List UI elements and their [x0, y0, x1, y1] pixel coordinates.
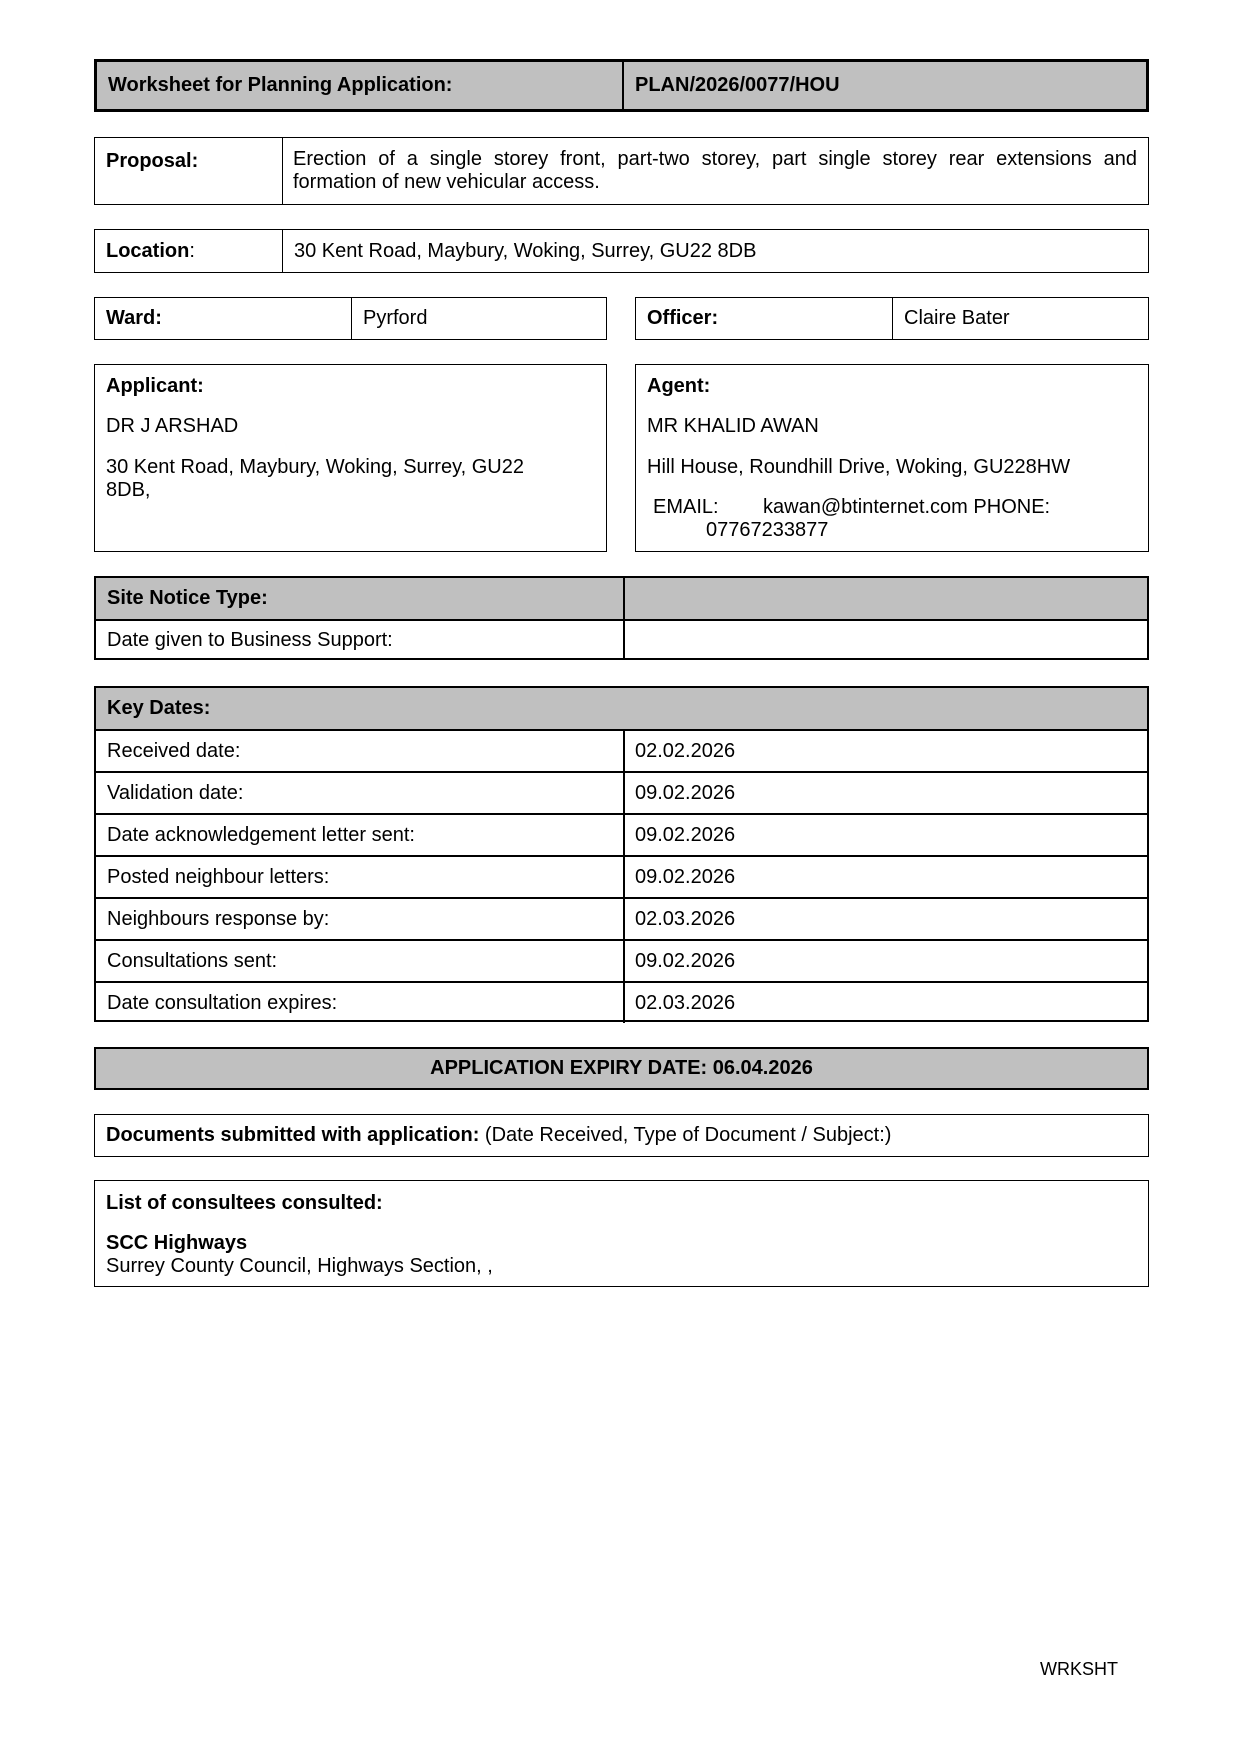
agent-box [635, 364, 1149, 552]
key-date-value: 09.02.2026 [635, 823, 736, 846]
key-date-label: Neighbours response by: [107, 907, 330, 930]
proposal-box [94, 137, 1149, 205]
key-date-value: 09.02.2026 [635, 865, 736, 888]
application-expiry-box [94, 1047, 1149, 1090]
key-date-label: Date consultation expires: [107, 991, 338, 1014]
column-divider [623, 855, 625, 897]
key-date-value: 02.03.2026 [635, 991, 736, 1014]
documents-hint: (Date Received, Type of Document / Subject:) [484, 1124, 892, 1146]
applicant-name: DR J ARSHAD [106, 415, 239, 437]
key-date-row [96, 983, 1147, 1023]
applicant-label: Applicant: [106, 375, 204, 397]
agent-email-label: EMAIL: [653, 496, 719, 518]
ward-label: Ward: [106, 307, 162, 329]
column-divider [623, 771, 625, 813]
key-date-row [96, 941, 1147, 981]
application-reference: PLAN/2026/0077/HOU [635, 74, 840, 96]
proposal-text: Erection of a single storey front, part-two storey, part single storey rear extensions and formation of new vehicular access. [293, 148, 1137, 193]
business-support-value [624, 621, 1147, 660]
ward-box [94, 297, 607, 340]
footer-code: WRKSHT [1040, 1659, 1118, 1679]
column-divider [623, 729, 625, 771]
applicant-address-line2: 8DB, [106, 479, 151, 501]
applicant-address-line1: 30 Kent Road, Maybury, Woking, Surrey, GU22 [106, 456, 524, 478]
agent-address: Hill House, Roundhill Drive, Woking, GU228HW [647, 456, 1071, 478]
key-date-value: 02.03.2026 [635, 907, 736, 930]
site-notice-type-label: Site Notice Type: [107, 587, 268, 609]
location-value: 30 Kent Road, Maybury, Woking, Surrey, GU22 8DB [294, 239, 757, 262]
application-expiry-date: APPLICATION EXPIRY DATE: 06.04.2026 [430, 1057, 813, 1079]
officer-box [635, 297, 1149, 340]
key-date-value: 09.02.2026 [635, 781, 736, 804]
column-divider [623, 813, 625, 855]
location-label: Location [106, 239, 190, 262]
location-label-colon: : [189, 239, 195, 262]
business-support-label: Date given to Business Support: [107, 629, 393, 651]
proposal-label: Proposal: [106, 150, 199, 172]
key-date-row [96, 899, 1147, 939]
key-date-label: Validation date: [107, 781, 244, 804]
column-divider [623, 939, 625, 981]
key-date-label: Posted neighbour letters: [107, 865, 330, 888]
key-date-label: Date acknowledgement letter sent: [107, 823, 415, 846]
key-dates-table [94, 686, 1149, 1022]
agent-phone-label: PHONE: [973, 496, 1051, 518]
officer-label: Officer: [647, 307, 719, 329]
worksheet-header [94, 59, 1149, 112]
key-date-label: Consultations sent: [107, 949, 278, 972]
site-notice-type-value [624, 578, 1147, 619]
business-support-row [96, 621, 1147, 660]
agent-label: Agent: [647, 375, 711, 397]
agent-email: kawan@btinternet.com [763, 496, 968, 518]
key-date-value: 09.02.2026 [635, 949, 736, 972]
documents-box [94, 1114, 1149, 1157]
key-date-value: 02.02.2026 [635, 739, 736, 762]
applicant-box [94, 364, 607, 552]
key-dates-heading: Key Dates: [107, 697, 211, 719]
documents-line [95, 1115, 1148, 1156]
consultee-detail: Surrey County Council, Highways Section, , [106, 1255, 493, 1277]
key-date-row [96, 815, 1147, 855]
consultee-name: SCC Highways [106, 1232, 248, 1254]
agent-phone: 07767233877 [706, 519, 829, 541]
ward-value: Pyrford [363, 307, 428, 329]
column-divider [623, 897, 625, 939]
key-date-row [96, 731, 1147, 771]
column-divider [623, 981, 625, 1023]
key-date-label: Received date: [107, 739, 241, 762]
location-box [94, 229, 1149, 273]
consultees-heading: List of consultees consulted: [106, 1192, 383, 1214]
documents-label: Documents submitted with application: [106, 1124, 480, 1146]
key-date-row [96, 857, 1147, 897]
officer-value: Claire Bater [904, 307, 1010, 329]
key-date-row [96, 773, 1147, 813]
site-notice-table [94, 576, 1149, 660]
location-label-cell [95, 230, 282, 272]
consultees-box [94, 1180, 1149, 1287]
key-dates-heading-row [96, 688, 1147, 729]
agent-name: MR KHALID AWAN [647, 415, 819, 437]
worksheet-title: Worksheet for Planning Application: [108, 74, 453, 96]
agent-email-line [763, 496, 1050, 519]
site-notice-type-row [96, 578, 1147, 619]
